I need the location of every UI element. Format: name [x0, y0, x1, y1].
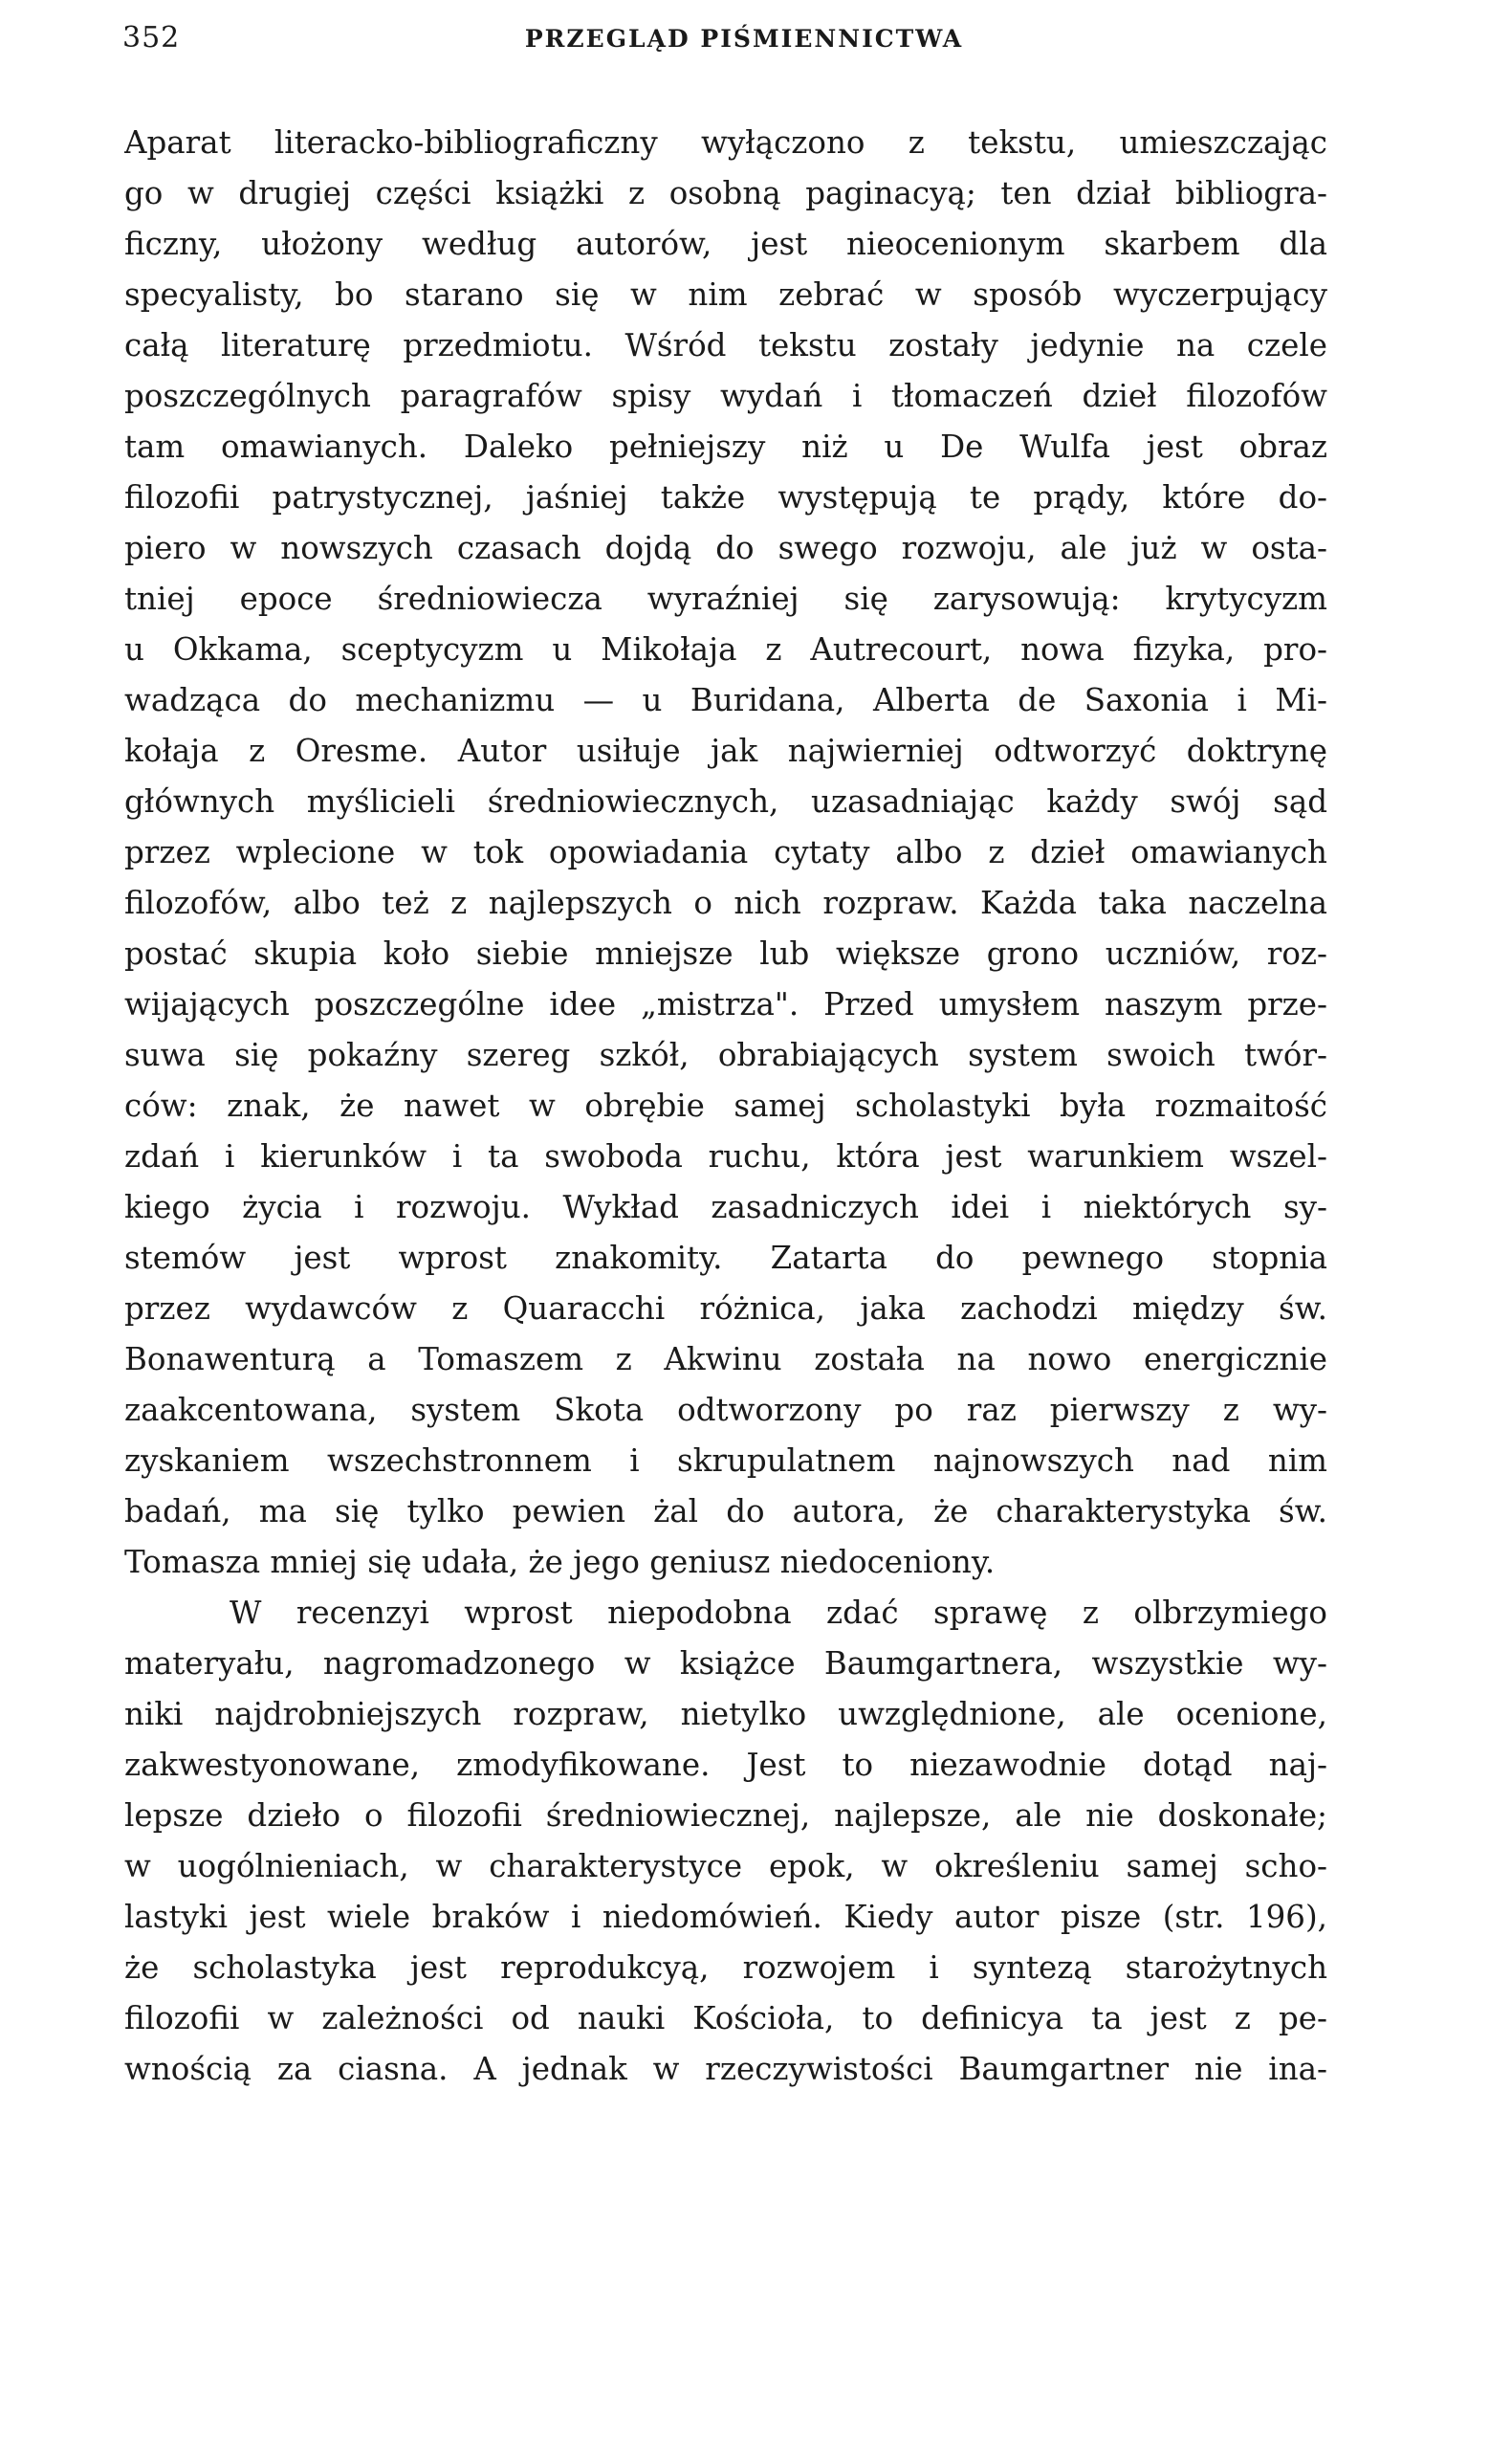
text-line: Bonawenturą a Tomaszem z Akwinu została na nowo energicznie: [124, 1341, 1327, 1377]
text-line: piero w nowszych czasach dojdą do swego rozwoju, ale już w osta-: [124, 530, 1327, 566]
paragraph: [124, 1588, 1327, 2095]
text-line: W recenzyi wprost niepodobna zdać sprawę z olbrzymiego: [230, 1595, 1327, 1631]
text-line: tam omawianych. Daleko pełniejszy niż u De Wulfa jest obraz: [124, 429, 1327, 465]
text-line: zdań i kierunków i ta swoboda ruchu, która jest warunkiem wszel-: [124, 1138, 1327, 1175]
text-line: całą literaturę przedmiotu. Wśród tekstu zostały jedynie na czele: [124, 327, 1327, 363]
text-line: przez wydawców z Quaracchi różnica, jaka zachodzi między św.: [124, 1290, 1327, 1327]
text-line: filozofii patrystycznej, jaśniej także występują te prądy, które do-: [124, 479, 1327, 516]
text-line: postać skupia koło siebie mniejsze lub większe grono uczniów, roz-: [124, 935, 1327, 972]
text-line: wnością za ciasna. A jednak w rzeczywistości Baumgartner nie ina-: [124, 2051, 1327, 2087]
text-line: przez wplecione w tok opowiadania cytaty albo z dzieł omawianych: [124, 834, 1327, 870]
paragraph: [124, 118, 1327, 1588]
text-line: specyalisty, bo starano się w nim zebrać w sposób wyczerpujący: [124, 276, 1327, 313]
page-number: 352: [122, 21, 181, 55]
text-line: Aparat literacko-bibliograficzny wyłączono z tekstu, umieszczając: [124, 124, 1327, 161]
text-line: lepsze dzieło o filozofii średniowiecznej, najlepsze, ale nie doskonałe;: [124, 1797, 1327, 1834]
text-line: Tomasza mniej się udała, że jego geniusz niedoceniony.: [124, 1544, 996, 1580]
text-line: że scholastyka jest reprodukcyą, rozwojem i syntezą starożytnych: [124, 1949, 1327, 1986]
text-line: ców: znak, że nawet w obrębie samej scholastyki była rozmaitość: [124, 1088, 1327, 1124]
text-line: w uogólnieniach, w charakterystyce epok, w określeniu samej scho-: [124, 1848, 1327, 1884]
body-text: [124, 118, 1327, 2095]
text-line: badań, ma się tylko pewien żal do autora, że charakterystyka św.: [124, 1493, 1327, 1529]
text-line: u Okkama, sceptycyzm u Mikołaja z Autrecourt, nowa fizyka, pro-: [124, 631, 1327, 668]
text-line: ficzny, ułożony według autorów, jest nieocenionym skarbem dla: [124, 226, 1327, 262]
text-line: stemów jest wprost znakomity. Zatarta do pewnego stopnia: [124, 1240, 1327, 1276]
text-line: kiego życia i rozwoju. Wykład zasadniczych idei i niektórych sy-: [124, 1189, 1327, 1225]
text-line: niki najdrobniejszych rozpraw, nietylko uwzględnione, ale ocenione,: [124, 1696, 1327, 1732]
text-line: zaakcentowana, system Skota odtworzony po raz pierwszy z wy-: [124, 1392, 1327, 1428]
text-line: kołaja z Oresme. Autor usiłuje jak najwierniej odtworzyć doktrynę: [124, 733, 1327, 769]
running-title: PRZEGLĄD PIŚMIENNICTWA: [524, 25, 964, 53]
text-line: poszczególnych paragrafów spisy wydań i tłomaczeń dzieł filozofów: [124, 378, 1327, 414]
page-header: [122, 21, 1327, 69]
text-line: wijających poszczególne idee „mistrza". Przed umysłem naszym prze-: [124, 986, 1327, 1023]
text-line: zyskaniem wszechstronnem i skrupulatnem najnowszych nad nim: [124, 1442, 1327, 1479]
text-line: go w drugiej części książki z osobną paginacyą; ten dział bibliogra-: [124, 175, 1327, 211]
text-line: suwa się pokaźny szereg szkół, obrabiających system swoich twór-: [124, 1037, 1327, 1073]
text-line: wadząca do mechanizmu — u Buridana, Alberta de Saxonia i Mi-: [124, 682, 1327, 718]
text-line: filozofii w zależności od nauki Kościoła, to definicya ta jest z pe-: [124, 2000, 1327, 2036]
text-line: filozofów, albo też z najlepszych o nich rozpraw. Każda taka naczelna: [124, 885, 1327, 921]
text-line: tniej epoce średniowiecza wyraźniej się zarysowują: krytycyzm: [124, 581, 1327, 617]
text-line: materyału, nagromadzonego w książce Baumgartnera, wszystkie wy-: [124, 1645, 1327, 1682]
text-line: zakwestyonowane, zmodyfikowane. Jest to niezawodnie dotąd naj-: [124, 1747, 1327, 1783]
text-line: głównych myślicieli średniowiecznych, uzasadniając każdy swój sąd: [124, 783, 1327, 820]
text-line: lastyki jest wiele braków i niedomówień. Kiedy autor pisze (str. 196),: [124, 1899, 1327, 1935]
